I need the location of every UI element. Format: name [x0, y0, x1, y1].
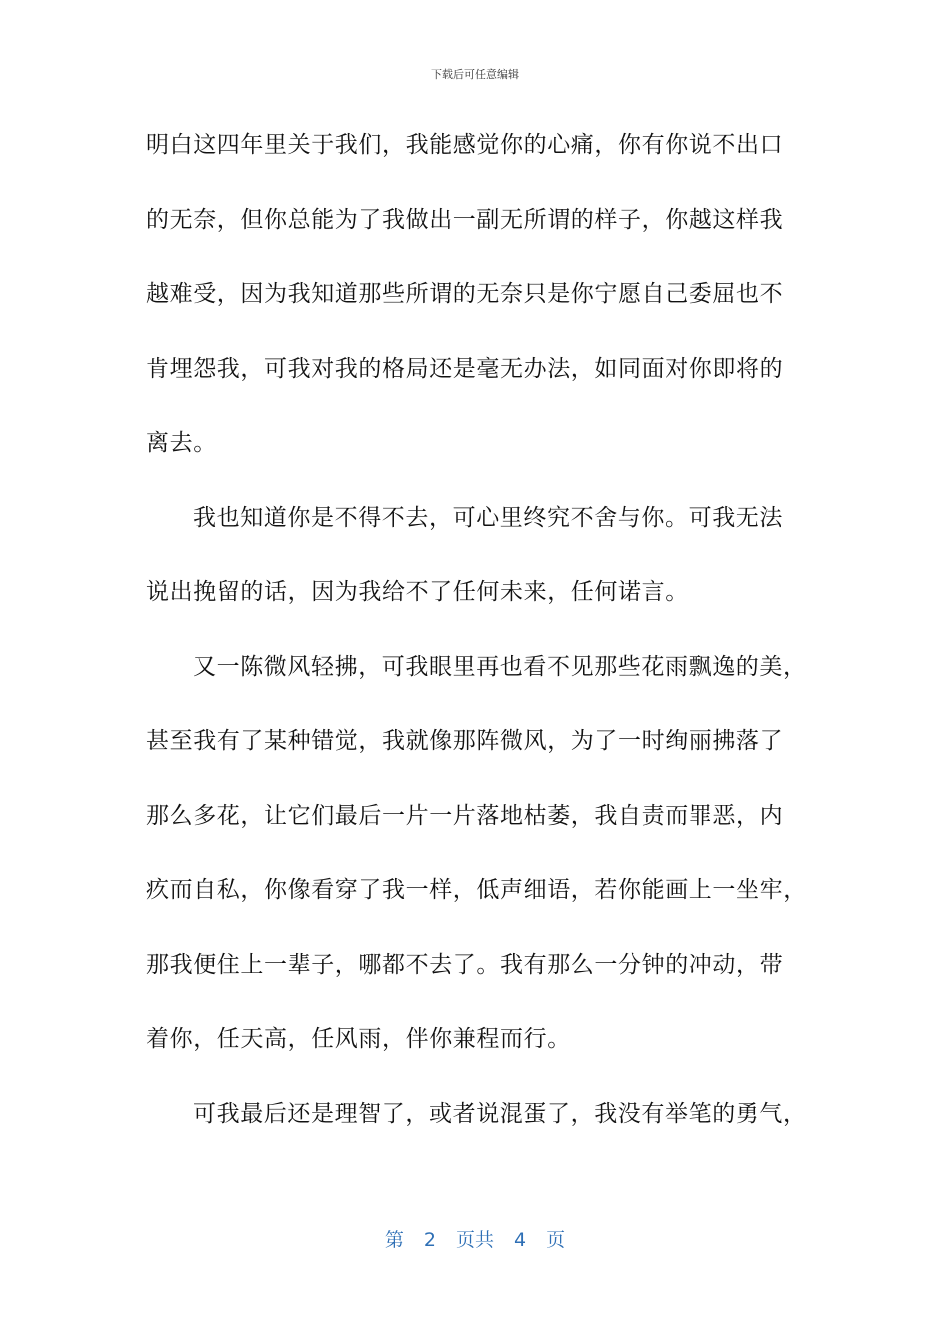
text-line: 甚至我有了某种错觉，我就像那阵微风，为了一时绚丽拂落了	[146, 728, 784, 754]
document-body	[146, 118, 806, 1161]
text-line: 明白这四年里关于我们，我能感觉你的心痛，你有你说不出口	[146, 132, 784, 158]
footer-prefix: 第	[384, 1229, 404, 1251]
text-line: 疚而自私，你像看穿了我一样，低声细语，若你能画上一坐牢，	[146, 877, 807, 903]
text-line: 肯埋怨我，可我对我的格局还是毫无办法，如同面对你即将的	[146, 355, 784, 382]
text-line: 着你，任天高，任风雨，伴你兼程而行。	[146, 1026, 571, 1052]
page-footer	[0, 1225, 950, 1252]
text-line: 离去。	[146, 430, 217, 456]
footer-page-number: 2	[423, 1229, 436, 1251]
text-line: 那我便住上一辈子，哪都不去了。我有那么一分钟的冲动，带	[146, 951, 784, 978]
text-line: 说出挽留的话，因为我给不了任何未来，任何诺言。	[146, 579, 689, 605]
footer-total-pages: 4	[514, 1229, 527, 1251]
paragraph-start-line: 我也知道你是不得不去，可心里终究不舍与你。可我无法	[193, 504, 783, 531]
text-line: 的无奈，但你总能为了我做出一副无所谓的样子，你越这样我	[146, 206, 784, 233]
footer-middle: 页共	[455, 1229, 494, 1251]
text-line: 那么多花，让它们最后一片一片落地枯萎，我自责而罪恶，内	[146, 802, 784, 829]
paragraph-start-line: 可我最后还是理智了，或者说混蛋了，我没有举笔的勇气，	[193, 1100, 807, 1127]
footer-suffix: 页	[546, 1229, 566, 1251]
text-line: 越难受，因为我知道那些所谓的无奈只是你宁愿自己委屈也不	[146, 281, 784, 307]
page-header: 下载后可任意编辑	[431, 68, 519, 81]
paragraph-start-line: 又一陈微风轻拂，可我眼里再也看不见那些花雨飘逸的美，	[193, 653, 807, 680]
